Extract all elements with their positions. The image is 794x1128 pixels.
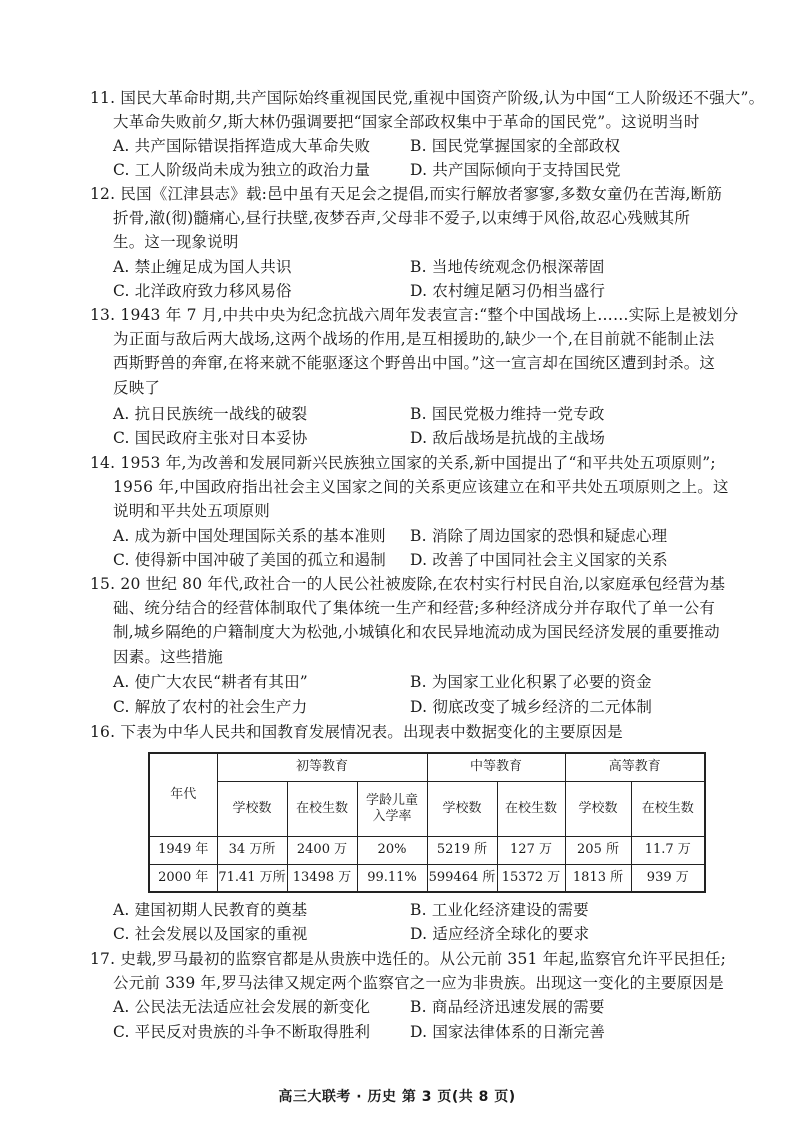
q13-stem: 13. 1943 年 7 月,中共中央为纪念抗战六周年发表宣言:“整个中国战场上……实际上是被划分 bbox=[90, 306, 739, 324]
q12-stem-cont: 折骨,澈(彻)髓痛心,昼行扶壁,夜梦吞声,父母非不爱子,以束缚于风俗,故忍心残贼其所 bbox=[113, 209, 691, 227]
q12-option-d[interactable]: D. 农村缠足陋习仍相当盛行 bbox=[410, 282, 606, 300]
table-subheader: 学校数 bbox=[217, 781, 287, 836]
table-cell-year: 2000 年 bbox=[149, 864, 217, 892]
q15-option-d[interactable]: D. 彻底改变了城乡经济的二元体制 bbox=[410, 698, 653, 716]
q13-option-c[interactable]: C. 国民政府主张对日本妥协 bbox=[113, 429, 308, 447]
education-table-wrap bbox=[148, 752, 704, 891]
table-subheader: 在校生数 bbox=[287, 781, 357, 836]
table-year-header: 年代 bbox=[149, 753, 217, 836]
q15-option-a[interactable]: A. 使广大农民“耕者有其田” bbox=[113, 673, 308, 691]
table-group-higher: 高等教育 bbox=[565, 753, 705, 781]
table-row bbox=[149, 836, 705, 864]
table-cell: 127 万 bbox=[497, 836, 565, 864]
q14-stem-cont2: 说明和平共处五项原则 bbox=[113, 502, 271, 520]
table-cell: 599464 所 bbox=[427, 864, 497, 892]
q13-stem-cont2: 西斯野兽的奔窜,在将来就不能驱逐这个野兽出中国。”这一宣言却在国统区遭到封杀。这 bbox=[113, 354, 716, 372]
q16-option-a[interactable]: A. 建国初期人民教育的奠基 bbox=[113, 901, 308, 919]
table-subheader: 在校生数 bbox=[631, 781, 705, 836]
q17-option-b[interactable]: B. 商品经济迅速发展的需要 bbox=[410, 998, 605, 1016]
table-subheader: 学龄儿童入学率 bbox=[357, 781, 427, 836]
q12-option-a[interactable]: A. 禁止缠足成为国人共识 bbox=[113, 258, 292, 276]
table-cell: 939 万 bbox=[631, 864, 705, 892]
education-table bbox=[148, 752, 706, 893]
table-row bbox=[149, 864, 705, 892]
q14-option-d[interactable]: D. 改善了中国同社会主义国家的关系 bbox=[410, 551, 668, 569]
q15-stem: 15. 20 世纪 80 年代,政社合一的人民公社被废除,在农村实行村民自治,以家庭承包经营为基 bbox=[90, 575, 726, 593]
q17-stem-cont: 公元前 339 年,罗马法律又规定两个监察官之一应为非贵族。出现这一变化的主要原因是 bbox=[113, 974, 724, 992]
q16-option-c[interactable]: C. 社会发展以及国家的重视 bbox=[113, 925, 308, 943]
q11-option-a[interactable]: A. 共产国际错误指挥造成大革命失败 bbox=[113, 137, 371, 155]
q15-stem-cont: 础、统分结合的经营体制取代了集体统一生产和经营;多种经济成分并存取代了单一公有 bbox=[113, 599, 716, 617]
q12-option-c[interactable]: C. 北洋政府致力移风易俗 bbox=[113, 282, 292, 300]
table-subheader-row bbox=[149, 781, 705, 836]
table-cell: 71.41 万所 bbox=[217, 864, 287, 892]
q17-option-a[interactable]: A. 公民法无法适应社会发展的新变化 bbox=[113, 998, 371, 1016]
table-cell: 20% bbox=[357, 836, 427, 864]
q12-stem: 12. 民国《江津县志》载:邑中虽有天足会之提倡,而实行解放者寥寥,多数女童仍在苦海,断筋 bbox=[90, 185, 723, 203]
q13-stem-cont: 为正面与敌后两大战场,这两个战场的作用,是互相援助的,缺少一个,在目前就不能制止法 bbox=[113, 330, 715, 348]
table-cell: 99.11% bbox=[357, 864, 427, 892]
table-cell: 2400 万 bbox=[287, 836, 357, 864]
q13-option-b[interactable]: B. 国民党极力维持一党专政 bbox=[410, 405, 605, 423]
table-cell: 13498 万 bbox=[287, 864, 357, 892]
q17-option-c[interactable]: C. 平民反对贵族的斗争不断取得胜利 bbox=[113, 1023, 371, 1041]
table-subheader: 在校生数 bbox=[497, 781, 565, 836]
q11-option-d[interactable]: D. 共产国际倾向于支持国民党 bbox=[410, 161, 621, 179]
table-header-row bbox=[149, 753, 705, 781]
q13-stem-cont3: 反映了 bbox=[113, 379, 161, 397]
q14-stem: 14. 1953 年,为改善和发展同新兴民族独立国家的关系,新中国提出了“和平共处五项原则”; bbox=[90, 454, 716, 472]
table-cell: 5219 所 bbox=[427, 836, 497, 864]
q15-stem-cont2: 制,城乡隔绝的户籍制度大为松弛,小城镇化和农民异地流动成为国民经济发展的重要推动 bbox=[113, 623, 720, 641]
q14-option-c[interactable]: C. 使得新中国冲破了美国的孤立和遏制 bbox=[113, 551, 386, 569]
table-cell: 15372 万 bbox=[497, 864, 565, 892]
q14-stem-cont: 1956 年,中国政府指出社会主义国家之间的关系更应该建立在和平共处五项原则之上。这 bbox=[113, 478, 729, 496]
q16-stem: 16. 下表为中华人民共和国教育发展情况表。出现表中数据变化的主要原因是 bbox=[90, 723, 623, 741]
q17-option-d[interactable]: D. 国家法律体系的日渐完善 bbox=[410, 1023, 606, 1041]
q15-option-c[interactable]: C. 解放了农村的社会生产力 bbox=[113, 698, 308, 716]
q11-option-c[interactable]: C. 工人阶级尚未成为独立的政治力量 bbox=[113, 161, 371, 179]
q16-option-b[interactable]: B. 工业化经济建设的需要 bbox=[410, 901, 589, 919]
q16-option-d[interactable]: D. 适应经济全球化的要求 bbox=[410, 925, 590, 943]
q15-stem-cont3: 因素。这些措施 bbox=[113, 648, 223, 666]
q15-option-b[interactable]: B. 为国家工业化积累了必要的资金 bbox=[410, 673, 652, 691]
q13-option-d[interactable]: D. 敌后战场是抗战的主战场 bbox=[410, 429, 606, 447]
q12-option-b[interactable]: B. 当地传统观念仍根深蒂固 bbox=[410, 258, 605, 276]
q14-option-b[interactable]: B. 消除了周边国家的恐惧和疑虑心理 bbox=[410, 527, 668, 545]
page-footer: 高三大联考 · 历史 第 3 页(共 8 页) bbox=[278, 1089, 516, 1105]
table-subheader: 学校数 bbox=[565, 781, 631, 836]
q11-option-b[interactable]: B. 国民党掌握国家的全部政权 bbox=[410, 137, 621, 155]
table-cell: 11.7 万 bbox=[631, 836, 705, 864]
table-group-secondary: 中等教育 bbox=[427, 753, 565, 781]
table-subheader: 学校数 bbox=[427, 781, 497, 836]
q11-stem: 11. 国民大革命时期,共产国际始终重视国民党,重视中国资产阶级,认为中国“工人阶级还不强大”。 bbox=[90, 89, 765, 107]
table-cell: 34 万所 bbox=[217, 836, 287, 864]
q14-option-a[interactable]: A. 成为新中国处理国际关系的基本准则 bbox=[113, 527, 386, 545]
q12-stem-cont2: 生。这一现象说明 bbox=[113, 233, 239, 251]
table-cell: 205 所 bbox=[565, 836, 631, 864]
q17-stem: 17. 史载,罗马最初的监察官都是从贵族中选任的。从公元前 351 年起,监察官允许平民担任; bbox=[90, 950, 726, 968]
table-group-primary: 初等教育 bbox=[217, 753, 427, 781]
q11-stem-cont: 大革命失败前夕,斯大林仍强调要把“国家全部政权集中于革命的国民党”。这说明当时 bbox=[113, 113, 700, 131]
table-cell-year: 1949 年 bbox=[149, 836, 217, 864]
table-cell: 1813 所 bbox=[565, 864, 631, 892]
q13-option-a[interactable]: A. 抗日民族统一战线的破裂 bbox=[113, 405, 308, 423]
